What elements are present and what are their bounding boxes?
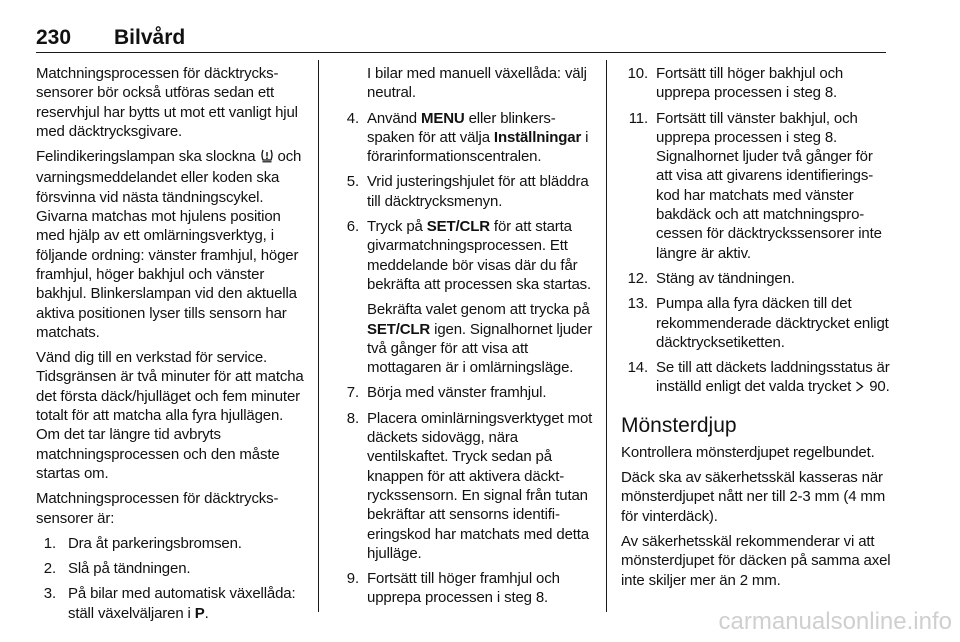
tire-pressure-warning-icon xyxy=(260,148,274,168)
column-right xyxy=(621,64,891,596)
list-item xyxy=(332,569,594,608)
menu-label: MENU xyxy=(421,109,465,127)
list-item xyxy=(621,358,891,399)
text: i förarinformationscentralen. xyxy=(367,128,589,166)
step-number: 14. xyxy=(627,359,648,377)
step-text: Slå på tändningen. xyxy=(68,560,191,578)
step-number: 9. xyxy=(346,570,359,588)
list-item xyxy=(36,534,304,553)
column-divider xyxy=(606,60,607,612)
list-item xyxy=(332,217,594,377)
step-number: 4. xyxy=(346,109,359,127)
step-number: 1. xyxy=(43,534,56,552)
list-item xyxy=(621,269,891,288)
set-clr-label: SET/CLR xyxy=(426,218,490,236)
watermark: carmanualsonline.info xyxy=(718,608,952,635)
text: för att starta givarmatchningsprocessen. Ett meddelande bör visas där du får bekräfta att processen ska startas. xyxy=(367,218,592,293)
text: Felindikeringslampan ska slockna xyxy=(36,148,260,166)
list-item xyxy=(36,584,304,623)
list-item xyxy=(332,64,594,103)
settings-label: Inställningar xyxy=(493,128,582,146)
step-number: 2. xyxy=(43,560,56,578)
page-reference-link[interactable]: 90. xyxy=(869,378,890,396)
set-clr-label: SET/CLR xyxy=(367,320,431,338)
step-number: 10. xyxy=(627,65,648,82)
step-subparagraph xyxy=(367,300,594,377)
step-text: Placera ominlärningsverktyget mot däckets sidovägg, nära ventilskaftet. Tryck sedan på knappen för att aktivera däcktryckssensorn. En signal från tutan bekräftar att sensorns identifieringskod har matchats med detta hjulläge. xyxy=(367,409,593,562)
text: Tryck på xyxy=(367,218,427,236)
step-number: 3. xyxy=(43,585,56,603)
list-item xyxy=(36,559,304,578)
step-text: Pumpa alla fyra däcken till det rekommenderade däcktrycket enligt däcktrycksetiketten. xyxy=(656,295,889,351)
list-item xyxy=(332,172,594,211)
column-left xyxy=(36,64,304,629)
paragraph: Kontrollera mönsterdjupet regelbundet. xyxy=(621,443,875,461)
column-divider xyxy=(318,60,319,612)
list-item xyxy=(332,109,594,167)
step-text: Vrid justeringshjulet för att bläddra till däcktrycksmenyn. xyxy=(367,173,589,210)
step-number: 5. xyxy=(346,173,359,191)
step-text: Fortsätt till höger framhjul och upprepa processen i steg 8. xyxy=(367,570,560,607)
column-middle xyxy=(332,64,594,614)
paragraph: Matchningsprocessen för däcktryckssensorer är: xyxy=(36,490,279,527)
step-list xyxy=(332,64,594,608)
section-heading: Mönsterdjup xyxy=(621,413,737,437)
step-number: 8. xyxy=(346,409,359,427)
step-list xyxy=(36,534,304,623)
paragraph: Matchningsprocessen för däcktryckssensorer bör också utföras sedan ett reservhjul har bytts ut mot ett vanligt hjul med däcktrycksgivare. xyxy=(36,65,298,140)
step-number: 11. xyxy=(628,109,648,127)
list-item xyxy=(621,294,891,352)
page-number: 230 xyxy=(36,26,72,49)
paragraph: Av säkerhetsskäl rekommenderar vi att mönsterdjupet för däcken på samma axel inte skiljer mer än 2 mm. xyxy=(621,532,891,589)
step-list xyxy=(621,64,891,399)
step-number: 7. xyxy=(346,384,359,402)
paragraph: Vänd dig till en verkstad för service. Tidsgränsen är två minuter för att matcha det första däck/hjulläget och fem minuter totalt för att matcha alla fyra hjullägen. Om det tar längre tid avbryts matchningsprocessen och den måste startas om. xyxy=(36,349,304,482)
text: och varningsmeddelandet eller koden ska försvinna vid nästa tändningscykel. Givarna matchas mot hjulens position med hjälp av ett omlärningsverktyg, i följande ordning: vänster framhjul, höger framhjul, höger bakhjul och vänster bakhjul. Blinkerslampan vid den aktuella aktiva positionen lyser tills sensorn har matchats. xyxy=(36,148,302,341)
step-text: Fortsätt till vänster bakhjul, och upprepa processen i steg 8. Signalhornet ljuder två gånger för att visa att givarens identifieringskod har matchats med vänster bakdäck och att matchningsprocessen för däcktryckssensorer inte längre är aktiv. xyxy=(656,109,882,262)
list-item xyxy=(332,409,594,563)
step-text: På bilar med automatisk växellåda: ställ växelväljaren i xyxy=(68,585,296,622)
page-reference-arrow-icon xyxy=(855,379,865,398)
step-number: 13. xyxy=(627,295,648,313)
step-text: Börja med vänster framhjul. xyxy=(367,384,547,402)
text: Använd xyxy=(367,109,421,127)
text: eller blinkersspaken för att välja xyxy=(367,109,556,146)
section-title: Bilvård xyxy=(114,26,186,49)
step-number: 6. xyxy=(346,218,359,236)
step-text: Se till att däckets laddningsstatus är inställd enligt det valda trycket xyxy=(656,359,890,396)
gear-position-label: P xyxy=(194,604,205,622)
text: . xyxy=(204,604,209,622)
list-item xyxy=(621,64,891,103)
step-text: Fortsätt till höger bakhjul och upprepa processen i steg 8. xyxy=(656,65,844,102)
paragraph: Däck ska av säkerhetsskäl kasseras när mönsterdjupet nått ner till 2-3 mm (4 mm för vinterdäck). xyxy=(621,469,886,525)
text: Bekräfta valet genom att trycka på xyxy=(367,301,590,319)
step-text: I bilar med manuell växellåda: välj neutral. xyxy=(367,65,587,102)
step-text: Dra åt parkeringsbromsen. xyxy=(68,534,242,552)
paragraph xyxy=(36,147,304,342)
step-text: Stäng av tändningen. xyxy=(656,269,795,287)
page-header xyxy=(36,26,886,53)
text: igen. Signalhornet ljuder två gånger för att visa att mottagaren är i omlärningsläge. xyxy=(367,320,593,377)
list-item xyxy=(621,109,891,263)
list-item xyxy=(332,383,594,402)
step-number: 12. xyxy=(627,269,648,287)
